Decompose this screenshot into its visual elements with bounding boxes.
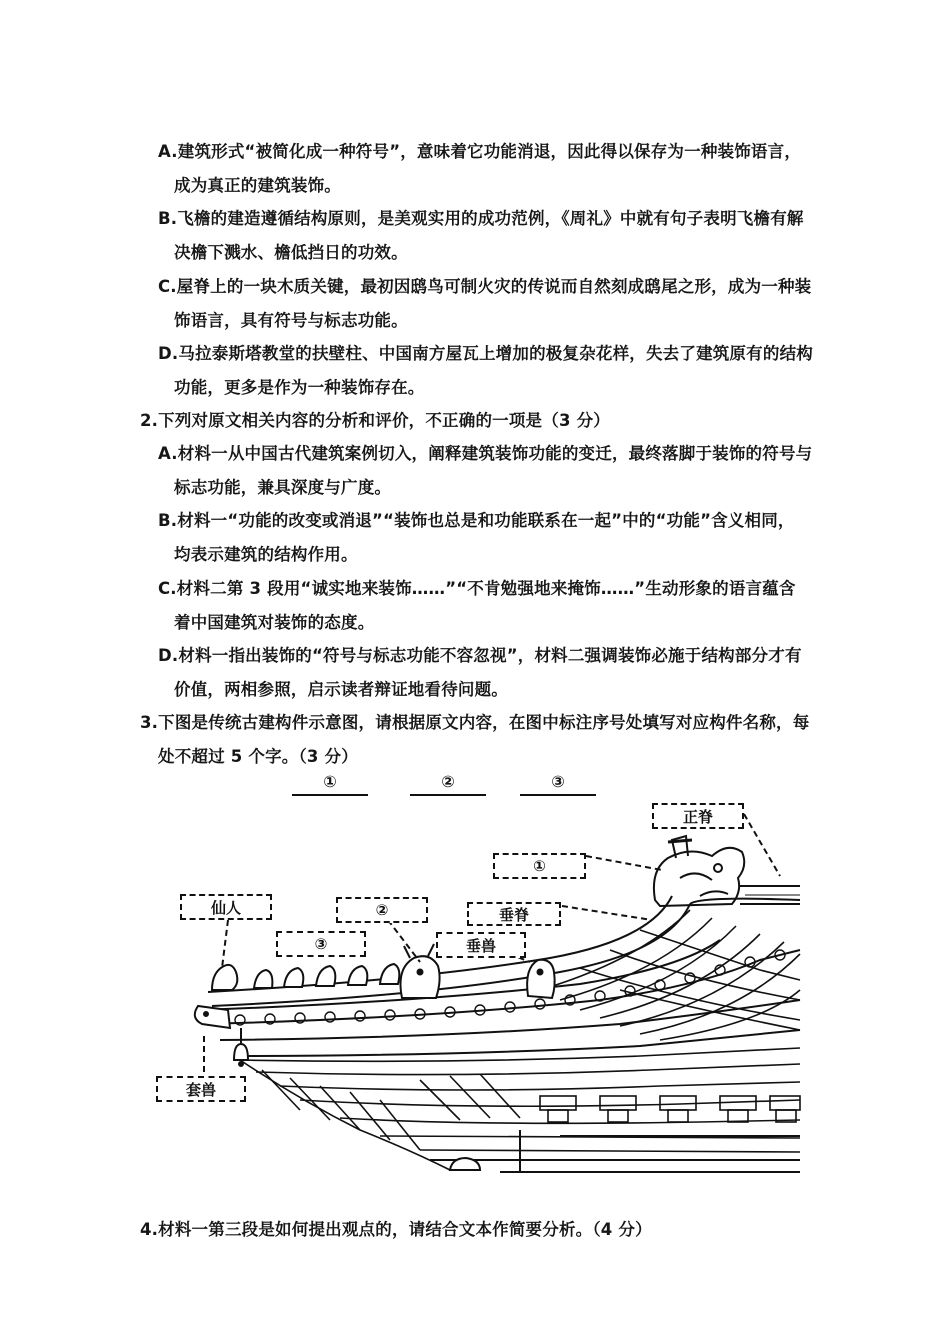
answer-blank-1[interactable]: ① bbox=[292, 772, 368, 796]
answer-blank-3[interactable]: ③ bbox=[520, 772, 596, 796]
q1-option-b-line2: 决檐下溅水、檐低挡日的功效。 bbox=[174, 243, 408, 262]
q2-option-a-line2: 标志功能，兼具深度与广度。 bbox=[174, 478, 392, 497]
label-chuiji: 垂脊 bbox=[467, 902, 561, 926]
q1-option-c-line1: C.屋脊上的一块木质关键，最初因鸱鸟可制火灾的传说而自然刻成鸱尾之形，成为一种装 bbox=[158, 277, 812, 296]
q3-stem-line1: 3.下图是传统古建构件示意图，请根据原文内容，在图中标注序号处填写对应构件名称，每 bbox=[140, 713, 810, 732]
q1-option-b-line1: B.飞檐的建造遵循结构原则，是美观实用的成功范例，《周礼》中就有句子表明飞檐有解 bbox=[158, 209, 804, 228]
wind-bell bbox=[234, 1028, 248, 1066]
q2-option-d-line2: 价值，两相参照，启示读者辩证地看待问题。 bbox=[174, 680, 508, 699]
q1-option-d-line1: D.马拉泰斯塔教堂的扶壁柱、中国南方屋瓦上增加的极复杂花样，失去了建筑原有的结构 bbox=[158, 344, 813, 363]
q2-stem: 2.下列对原文相关内容的分析和评价，不正确的一项是（3 分） bbox=[140, 411, 610, 430]
q1-option-a-line1: A.建筑形式“被简化成一种符号”，意味着它功能消退，因此得以保存为一种装饰语言， bbox=[158, 142, 802, 161]
label-zhengji: 正脊 bbox=[652, 803, 744, 829]
answer-blank-2[interactable]: ② bbox=[410, 772, 486, 796]
q3-stem-line2: 处不超过 5 个字。（3 分） bbox=[158, 747, 358, 766]
q2-option-c-line2: 着中国建筑对装饰的态度。 bbox=[174, 613, 375, 632]
chuishou-figure bbox=[401, 944, 440, 998]
q2-option-a-line1: A.材料一从中国古代建筑案例切入，阐释建筑装饰功能的变迁，最终落脚于装饰的符号与 bbox=[158, 444, 813, 463]
q2-option-b-line2: 均表示建筑的结构作用。 bbox=[174, 545, 358, 564]
label-taoshou: 套兽 bbox=[156, 1076, 246, 1102]
label-blank-2: ② bbox=[336, 897, 428, 923]
q2-option-b-line1: B.材料一“功能的改变或消退”“装饰也总是和功能联系在一起”中的“功能”含义相同， bbox=[158, 511, 795, 530]
label-blank-1: ① bbox=[493, 853, 586, 879]
middle-beast-figure bbox=[527, 960, 555, 998]
corner-beast-figure bbox=[195, 1006, 230, 1028]
q2-option-c-line1: C.材料二第 3 段用“诚实地来装饰……”“不肯勉强地来掩饰……”生动形象的语言蕴含 bbox=[158, 579, 796, 598]
main-ridge bbox=[740, 886, 800, 904]
q1-option-d-line2: 功能，更多是作为一种装饰存在。 bbox=[174, 378, 425, 397]
label-blank-3: ③ bbox=[276, 931, 366, 957]
q2-option-d-line1: D.材料一指出装饰的“符号与标志功能不容忽视”，材料二强调装饰必施于结构部分才有 bbox=[158, 646, 802, 665]
label-chuishou: 垂兽 bbox=[436, 932, 526, 958]
bracket-sets bbox=[420, 1074, 800, 1122]
chiwen-ornament bbox=[654, 836, 744, 906]
label-xianren: 仙人 bbox=[180, 894, 272, 920]
q4-stem: 4.材料一第三段是如何提出观点的，请结合文本作简要分析。（4 分） bbox=[140, 1220, 652, 1239]
q1-option-c-line2: 饰语言，具有符号与标志功能。 bbox=[174, 311, 408, 330]
q1-option-a-line2: 成为真正的建筑装饰。 bbox=[174, 176, 341, 195]
eave-underside bbox=[240, 1060, 450, 1170]
